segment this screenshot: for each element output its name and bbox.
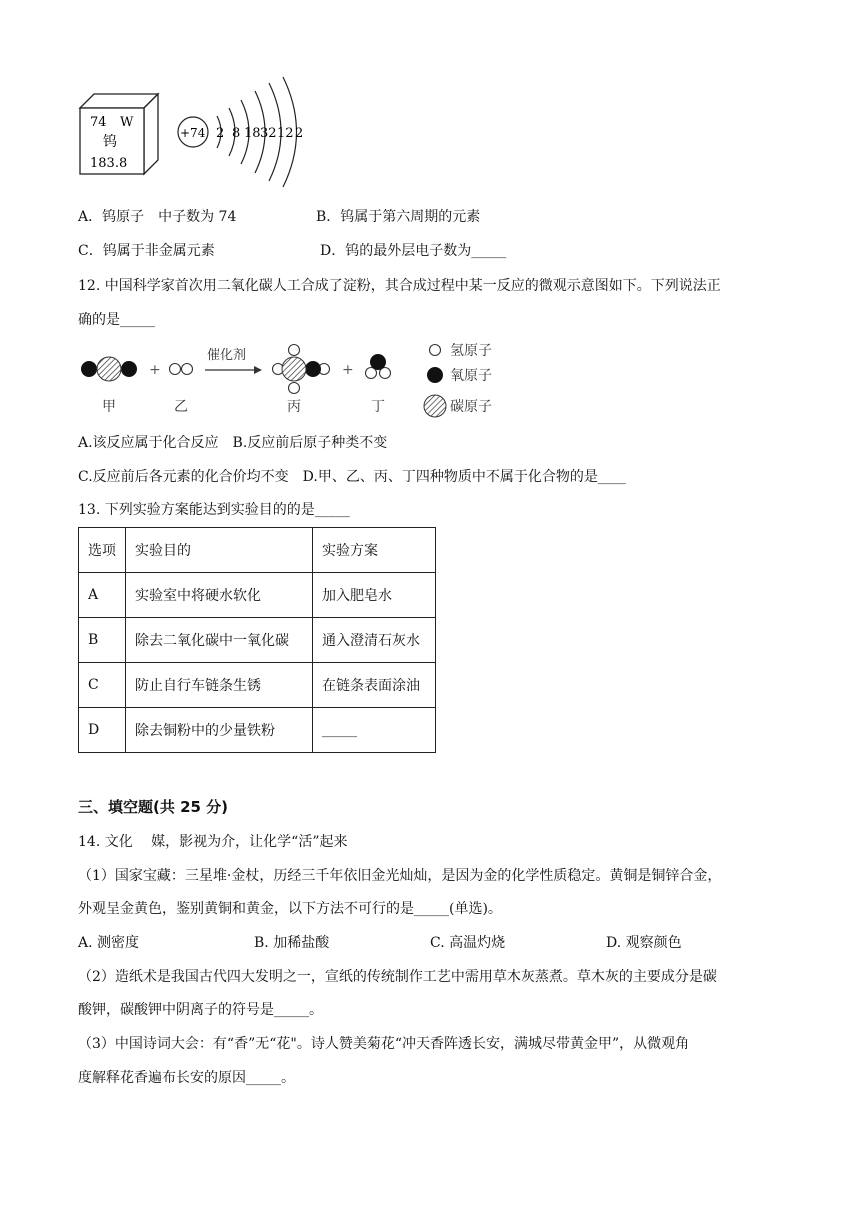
q12-stem-line1: 12. 中国科学家首次用二氧化碳人工合成了淀粉，其合成过程中某一反应的微观示意图如下。下列说法正 <box>78 278 721 294</box>
cell-plan: 加入肥皂水 <box>313 573 436 618</box>
catalyst-label: 催化剂 <box>207 348 247 363</box>
reaction-diagram <box>74 337 514 423</box>
table-header-row <box>79 528 436 573</box>
q11-option-c: C．钨属于非金属元素 <box>78 243 215 259</box>
shell-2: 8 <box>232 126 241 141</box>
table-row <box>79 573 436 618</box>
q14-p1-line1: （1）国家宝藏：三星堆·金杖，历经三千年依旧金光灿灿，是因为金的化学性质稳定。黄铜是铜锌合金， <box>78 868 722 884</box>
q14-p2-line1: （2）造纸术是我国古代四大发明之一，宣纸的传统制作工艺中需用草木灰蒸煮。草木灰的主要成分是碳 <box>78 969 717 985</box>
q14-p1-line2: 外观呈金黄色，鉴别黄铜和黄金，以下方法不可行的是_____(单选)。 <box>78 901 502 917</box>
element-name: 钨 <box>103 134 117 150</box>
legend-hydrogen: 氢原子 <box>450 343 492 359</box>
cell-option: B <box>79 618 126 663</box>
q11-option-b: B．钨属于第六周期的元素 <box>316 209 481 225</box>
molecule-yi <box>170 364 193 375</box>
shell-1: 2 <box>216 126 225 141</box>
section-heading: 三、填空题(共 25 分) <box>78 798 229 816</box>
nucleus-charge: +74 <box>180 126 206 140</box>
header-plan: 实验方案 <box>313 528 436 573</box>
shell-6: 2 <box>295 126 304 141</box>
q14-p3-line2: 度解释花香遍布长安的原因_____。 <box>78 1070 295 1086</box>
atomic-mass: 183.8 <box>90 156 128 171</box>
legend-carbon: 碳原子 <box>450 399 492 415</box>
table-row <box>79 618 436 663</box>
q13-stem: 13. 下列实验方案能达到实验目的的是_____ <box>78 502 350 518</box>
legend <box>424 343 492 417</box>
label-yi: 乙 <box>174 399 188 415</box>
cell-plan: 通入澄清石灰水 <box>313 618 436 663</box>
q14-choice-a: A. 测密度 <box>78 935 140 951</box>
q12-options-line1: A.该反应属于化合反应 B.反应前后原子种类不变 <box>78 435 388 451</box>
shell-4: 32 <box>260 126 277 141</box>
label-ding: 丁 <box>371 399 385 415</box>
cell-plan: 在链条表面涂油 <box>313 663 436 708</box>
q14-p3-line1: （3）中国诗词大会：有“香”无“花"。诗人赞美菊花“冲天香阵透长安，满城尽带黄金甲”，从微观角 <box>78 1036 690 1052</box>
q12-stem-line2: 确的是_____ <box>78 312 155 328</box>
plus-1: + <box>149 362 161 378</box>
cell-purpose: 防止自行车链条生锈 <box>126 663 313 708</box>
label-jia: 甲 <box>102 399 116 415</box>
atomic-number: 74 <box>90 115 107 130</box>
q14-choice-b: B. 加稀盐酸 <box>254 935 330 951</box>
shell-3: 18 <box>244 126 261 141</box>
q11-option-a: A．钨原子 中子数为 74 <box>78 209 237 225</box>
legend-oxygen: 氧原子 <box>450 368 492 384</box>
q14-choice-c: C. 高温灼烧 <box>430 935 506 951</box>
cell-option: D <box>79 708 126 753</box>
header-option: 选项 <box>79 528 126 573</box>
cell-purpose: 除去二氧化碳中一氧化碳 <box>126 618 313 663</box>
label-bing: 丙 <box>287 399 301 415</box>
plus-2: + <box>342 362 354 378</box>
q14-p2-line2: 酸钾，碳酸钾中阴离子的符号是_____。 <box>78 1002 323 1018</box>
q14-choice-d: D. 观察颜色 <box>606 935 682 951</box>
q11-option-d: D．钨的最外层电子数为_____ <box>320 243 507 259</box>
q12-options-line2: C.反应前后各元素的化合价均不变 D.甲、乙、丙、丁四种物质中不属于化合物的是____ <box>78 469 626 485</box>
element-symbol: W <box>120 115 134 130</box>
element-cell <box>80 94 158 174</box>
molecule-ding <box>366 354 391 379</box>
q14-title: 14. 文化 媒，影视为介，让化学“活”起来 <box>78 834 348 850</box>
table-row <box>79 663 436 708</box>
tungsten-element-figure <box>74 72 324 196</box>
atomic-structure <box>178 77 303 187</box>
table-row <box>79 708 436 753</box>
cell-purpose: 除去铜粉中的少量铁粉 <box>126 708 313 753</box>
cell-plan: _____ <box>313 708 436 753</box>
shell-5: 12 <box>277 126 294 141</box>
molecule-jia <box>81 357 137 381</box>
header-purpose: 实验目的 <box>126 528 313 573</box>
experiment-table <box>78 527 436 753</box>
cell-purpose: 实验室中将硬水软化 <box>126 573 313 618</box>
cell-option: C <box>79 663 126 708</box>
molecule-bing <box>273 345 330 394</box>
cell-option: A <box>79 573 126 618</box>
